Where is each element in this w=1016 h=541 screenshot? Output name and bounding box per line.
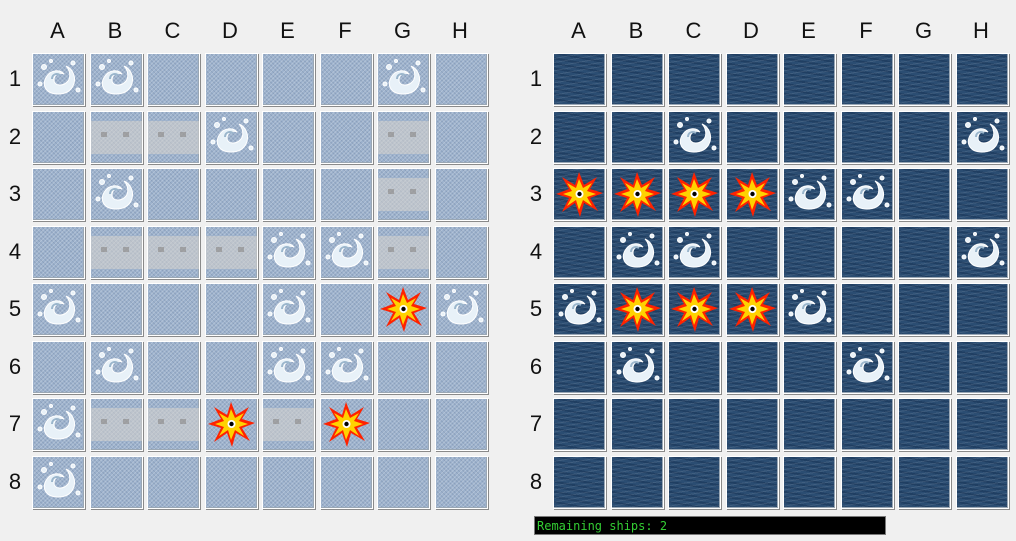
grid-cell-G5[interactable] <box>377 283 430 336</box>
grid-cell-E1[interactable] <box>783 53 836 106</box>
grid-cell-C3[interactable] <box>668 168 721 221</box>
grid-cell-C2[interactable] <box>668 111 721 164</box>
splash-icon <box>554 284 605 335</box>
remaining-ships-status: Remaining ships: 2 <box>534 516 886 535</box>
grid-cell-C8[interactable] <box>668 456 721 509</box>
enemy-board <box>521 0 1011 515</box>
splash-icon <box>378 54 429 105</box>
grid-cell-C1[interactable] <box>668 53 721 106</box>
grid-cell-C4[interactable] <box>147 226 200 279</box>
explosion-icon <box>206 399 257 450</box>
grid-cell-C7[interactable] <box>147 398 200 451</box>
splash-icon <box>321 342 372 393</box>
grid-cell-B5[interactable] <box>611 283 664 336</box>
explosion-icon <box>727 169 778 220</box>
ship-segment-icon <box>378 112 429 163</box>
grid-cell-E8[interactable] <box>262 456 315 509</box>
splash-icon <box>91 342 142 393</box>
grid-cell-A2[interactable] <box>32 111 85 164</box>
grid-cell-D8[interactable] <box>726 456 779 509</box>
grid-cell-A8[interactable] <box>553 456 606 509</box>
grid-cell-E3[interactable] <box>262 168 315 221</box>
grid-cell-D6[interactable] <box>205 341 258 394</box>
grid-cell-G8[interactable] <box>898 456 951 509</box>
grid-cell-D2[interactable] <box>726 111 779 164</box>
grid-cell-E5[interactable] <box>262 283 315 336</box>
grid-cell-E2[interactable] <box>783 111 836 164</box>
grid-cell-F7[interactable] <box>320 398 373 451</box>
column-header: A <box>571 18 586 43</box>
splash-icon <box>91 54 142 105</box>
grid-cell-H1[interactable] <box>956 53 1009 106</box>
grid-cell-F2[interactable] <box>320 111 373 164</box>
column-header: D <box>743 18 759 43</box>
column-header: A <box>50 18 65 43</box>
grid-cell-E4[interactable] <box>783 226 836 279</box>
grid-cell-H1[interactable] <box>435 53 488 106</box>
ship-segment-icon <box>148 112 199 163</box>
explosion-icon <box>554 169 605 220</box>
grid-cell-E7[interactable] <box>262 398 315 451</box>
grid-cell-A4[interactable] <box>32 226 85 279</box>
row-header: 5 <box>529 296 543 321</box>
grid-cell-A2[interactable] <box>553 111 606 164</box>
grid-cell-E6[interactable] <box>262 341 315 394</box>
row-header: 2 <box>8 123 22 149</box>
grid-cell-B1[interactable] <box>611 53 664 106</box>
row-header: 3 <box>529 181 543 206</box>
grid-cell-F7[interactable] <box>841 398 894 451</box>
column-header: E <box>801 18 816 43</box>
column-header: C <box>685 18 702 43</box>
grid-cell-C6[interactable] <box>147 341 200 394</box>
grid-cell-B8[interactable] <box>90 456 143 509</box>
column-header: F <box>859 18 873 43</box>
row-header: 5 <box>8 296 22 321</box>
splash-icon <box>612 342 663 393</box>
grid-cell-A5[interactable] <box>32 283 85 336</box>
grid-cell-D5[interactable] <box>726 283 779 336</box>
splash-icon <box>612 227 663 278</box>
grid-cell-A6[interactable] <box>32 341 85 394</box>
grid-cell-D8[interactable] <box>205 456 258 509</box>
grid-cell-A1[interactable] <box>32 53 85 106</box>
grid-cell-G3[interactable] <box>898 168 951 221</box>
grid-cell-A6[interactable] <box>553 341 606 394</box>
row-header: 6 <box>529 353 543 379</box>
ship-segment-icon <box>148 399 199 450</box>
splash-icon <box>33 284 84 335</box>
grid-cell-D1[interactable] <box>205 53 258 106</box>
splash-icon <box>33 399 84 450</box>
grid-cell-G2[interactable] <box>377 111 430 164</box>
splash-icon <box>436 284 487 335</box>
grid-cell-D3[interactable] <box>726 168 779 221</box>
grid-cell-G1[interactable] <box>377 53 430 106</box>
grid-cell-B6[interactable] <box>90 341 143 394</box>
grid-cell-H5[interactable] <box>435 283 488 336</box>
grid-cell-H4[interactable] <box>435 226 488 279</box>
grid-cell-H5[interactable] <box>956 283 1009 336</box>
grid-cell-H6[interactable] <box>435 341 488 394</box>
grid-cell-H3[interactable] <box>956 168 1009 221</box>
splash-icon <box>263 284 314 335</box>
splash-icon <box>669 227 720 278</box>
grid-cell-G6[interactable] <box>377 341 430 394</box>
grid-cell-B4[interactable] <box>611 226 664 279</box>
ship-segment-icon <box>91 399 142 450</box>
column-header: C <box>164 18 181 43</box>
ship-segment-icon <box>91 227 142 278</box>
grid-cell-B3[interactable] <box>611 168 664 221</box>
row-header: 7 <box>8 411 22 436</box>
column-header: D <box>222 18 238 43</box>
grid-cell-A1[interactable] <box>553 53 606 106</box>
grid-cell-F3[interactable] <box>320 168 373 221</box>
grid-cell-F5[interactable] <box>320 283 373 336</box>
grid-cell-F6[interactable] <box>320 341 373 394</box>
grid-cell-G4[interactable] <box>377 226 430 279</box>
grid-cell-H2[interactable] <box>956 111 1009 164</box>
column-header: H <box>973 18 989 43</box>
grid-cell-H2[interactable] <box>435 111 488 164</box>
grid-cell-F8[interactable] <box>841 456 894 509</box>
grid-cell-F1[interactable] <box>320 53 373 106</box>
grid-cell-A7[interactable] <box>32 398 85 451</box>
grid-cell-H7[interactable] <box>956 398 1009 451</box>
column-header: H <box>452 18 468 43</box>
grid-cell-E2[interactable] <box>262 111 315 164</box>
grid-cell-C6[interactable] <box>668 341 721 394</box>
splash-icon <box>91 169 142 220</box>
grid-cell-D2[interactable] <box>205 111 258 164</box>
grid-cell-D7[interactable] <box>726 398 779 451</box>
ship-segment-icon <box>206 227 257 278</box>
grid-cell-D4[interactable] <box>205 226 258 279</box>
column-header: E <box>280 18 295 43</box>
row-header: 4 <box>8 238 22 264</box>
grid-cell-G4[interactable] <box>898 226 951 279</box>
grid-cell-G2[interactable] <box>898 111 951 164</box>
grid-cell-G7[interactable] <box>898 398 951 451</box>
grid-cell-C1[interactable] <box>147 53 200 106</box>
grid-cell-F3[interactable] <box>841 168 894 221</box>
grid-cell-B7[interactable] <box>90 398 143 451</box>
grid-cell-C4[interactable] <box>668 226 721 279</box>
grid-cell-E7[interactable] <box>783 398 836 451</box>
column-header: B <box>628 18 644 43</box>
grid-cell-B1[interactable] <box>90 53 143 106</box>
explosion-icon <box>669 169 720 220</box>
grid-cell-D5[interactable] <box>205 283 258 336</box>
grid-cell-F8[interactable] <box>320 456 373 509</box>
grid-cell-F2[interactable] <box>841 111 894 164</box>
grid-cell-A7[interactable] <box>553 398 606 451</box>
grid-cell-G7[interactable] <box>377 398 430 451</box>
splash-icon <box>784 284 835 335</box>
grid-cell-D6[interactable] <box>726 341 779 394</box>
splash-icon <box>842 342 893 393</box>
grid-cell-D1[interactable] <box>726 53 779 106</box>
explosion-icon <box>378 284 429 335</box>
grid-cell-B2[interactable] <box>611 111 664 164</box>
ship-segment-icon <box>91 112 142 163</box>
grid-cell-C7[interactable] <box>668 398 721 451</box>
grid-cell-H7[interactable] <box>435 398 488 451</box>
grid-cell-E5[interactable] <box>783 283 836 336</box>
splash-icon <box>263 227 314 278</box>
splash-icon <box>842 169 893 220</box>
splash-icon <box>957 227 1008 278</box>
grid-cell-C2[interactable] <box>147 111 200 164</box>
splash-icon <box>206 112 257 163</box>
grid-cell-B7[interactable] <box>611 398 664 451</box>
ship-segment-icon <box>148 227 199 278</box>
row-header: 4 <box>529 238 543 264</box>
grid-cell-E1[interactable] <box>262 53 315 106</box>
column-header: F <box>338 18 352 43</box>
splash-icon <box>669 112 720 163</box>
grid-cell-B2[interactable] <box>90 111 143 164</box>
ship-segment-icon <box>378 169 429 220</box>
grid-cell-A5[interactable] <box>553 283 606 336</box>
explosion-icon <box>612 169 663 220</box>
column-header: G <box>914 18 933 43</box>
explosion-icon <box>612 284 663 335</box>
grid-cell-G5[interactable] <box>898 283 951 336</box>
grid-cell-B8[interactable] <box>611 456 664 509</box>
grid-cell-G3[interactable] <box>377 168 430 221</box>
grid-cell-E6[interactable] <box>783 341 836 394</box>
row-header: 7 <box>529 411 543 436</box>
row-header: 8 <box>8 468 22 494</box>
ship-segment-icon <box>378 227 429 278</box>
grid-cell-F6[interactable] <box>841 341 894 394</box>
grid-cell-B4[interactable] <box>90 226 143 279</box>
grid-cell-A3[interactable] <box>32 168 85 221</box>
grid-cell-F4[interactable] <box>320 226 373 279</box>
explosion-icon <box>321 399 372 450</box>
grid-cell-G8[interactable] <box>377 456 430 509</box>
grid-cell-F5[interactable] <box>841 283 894 336</box>
splash-icon <box>33 54 84 105</box>
grid-cell-H4[interactable] <box>956 226 1009 279</box>
grid-cell-H3[interactable] <box>435 168 488 221</box>
grid-cell-E4[interactable] <box>262 226 315 279</box>
grid-cell-F1[interactable] <box>841 53 894 106</box>
row-header: 6 <box>8 353 22 379</box>
explosion-icon <box>727 284 778 335</box>
grid-cell-H8[interactable] <box>956 456 1009 509</box>
row-header: 1 <box>529 66 543 91</box>
grid-cell-D4[interactable] <box>726 226 779 279</box>
grid-cell-F4[interactable] <box>841 226 894 279</box>
splash-icon <box>784 169 835 220</box>
splash-icon <box>957 112 1008 163</box>
grid-cell-C8[interactable] <box>147 456 200 509</box>
grid-cell-E3[interactable] <box>783 168 836 221</box>
grid-cell-D7[interactable] <box>205 398 258 451</box>
grid-cell-D3[interactable] <box>205 168 258 221</box>
splash-icon <box>33 457 84 508</box>
grid-cell-C5[interactable] <box>668 283 721 336</box>
ship-segment-icon <box>263 399 314 450</box>
grid-cell-B6[interactable] <box>611 341 664 394</box>
grid-cell-G1[interactable] <box>898 53 951 106</box>
row-header: 1 <box>8 66 22 91</box>
grid-cell-H8[interactable] <box>435 456 488 509</box>
grid-cell-H6[interactable] <box>956 341 1009 394</box>
grid-cell-C3[interactable] <box>147 168 200 221</box>
grid-cell-A8[interactable] <box>32 456 85 509</box>
grid-cell-B5[interactable] <box>90 283 143 336</box>
grid-cell-E8[interactable] <box>783 456 836 509</box>
own-board <box>0 0 490 515</box>
grid-cell-C5[interactable] <box>147 283 200 336</box>
splash-icon <box>321 227 372 278</box>
grid-cell-A3[interactable] <box>553 168 606 221</box>
row-header: 3 <box>8 181 22 206</box>
row-header: 2 <box>529 123 543 149</box>
column-header: G <box>393 18 412 43</box>
grid-cell-B3[interactable] <box>90 168 143 221</box>
row-header: 8 <box>529 468 543 494</box>
explosion-icon <box>669 284 720 335</box>
grid-cell-G6[interactable] <box>898 341 951 394</box>
grid-cell-A4[interactable] <box>553 226 606 279</box>
column-header: B <box>107 18 123 43</box>
splash-icon <box>263 342 314 393</box>
